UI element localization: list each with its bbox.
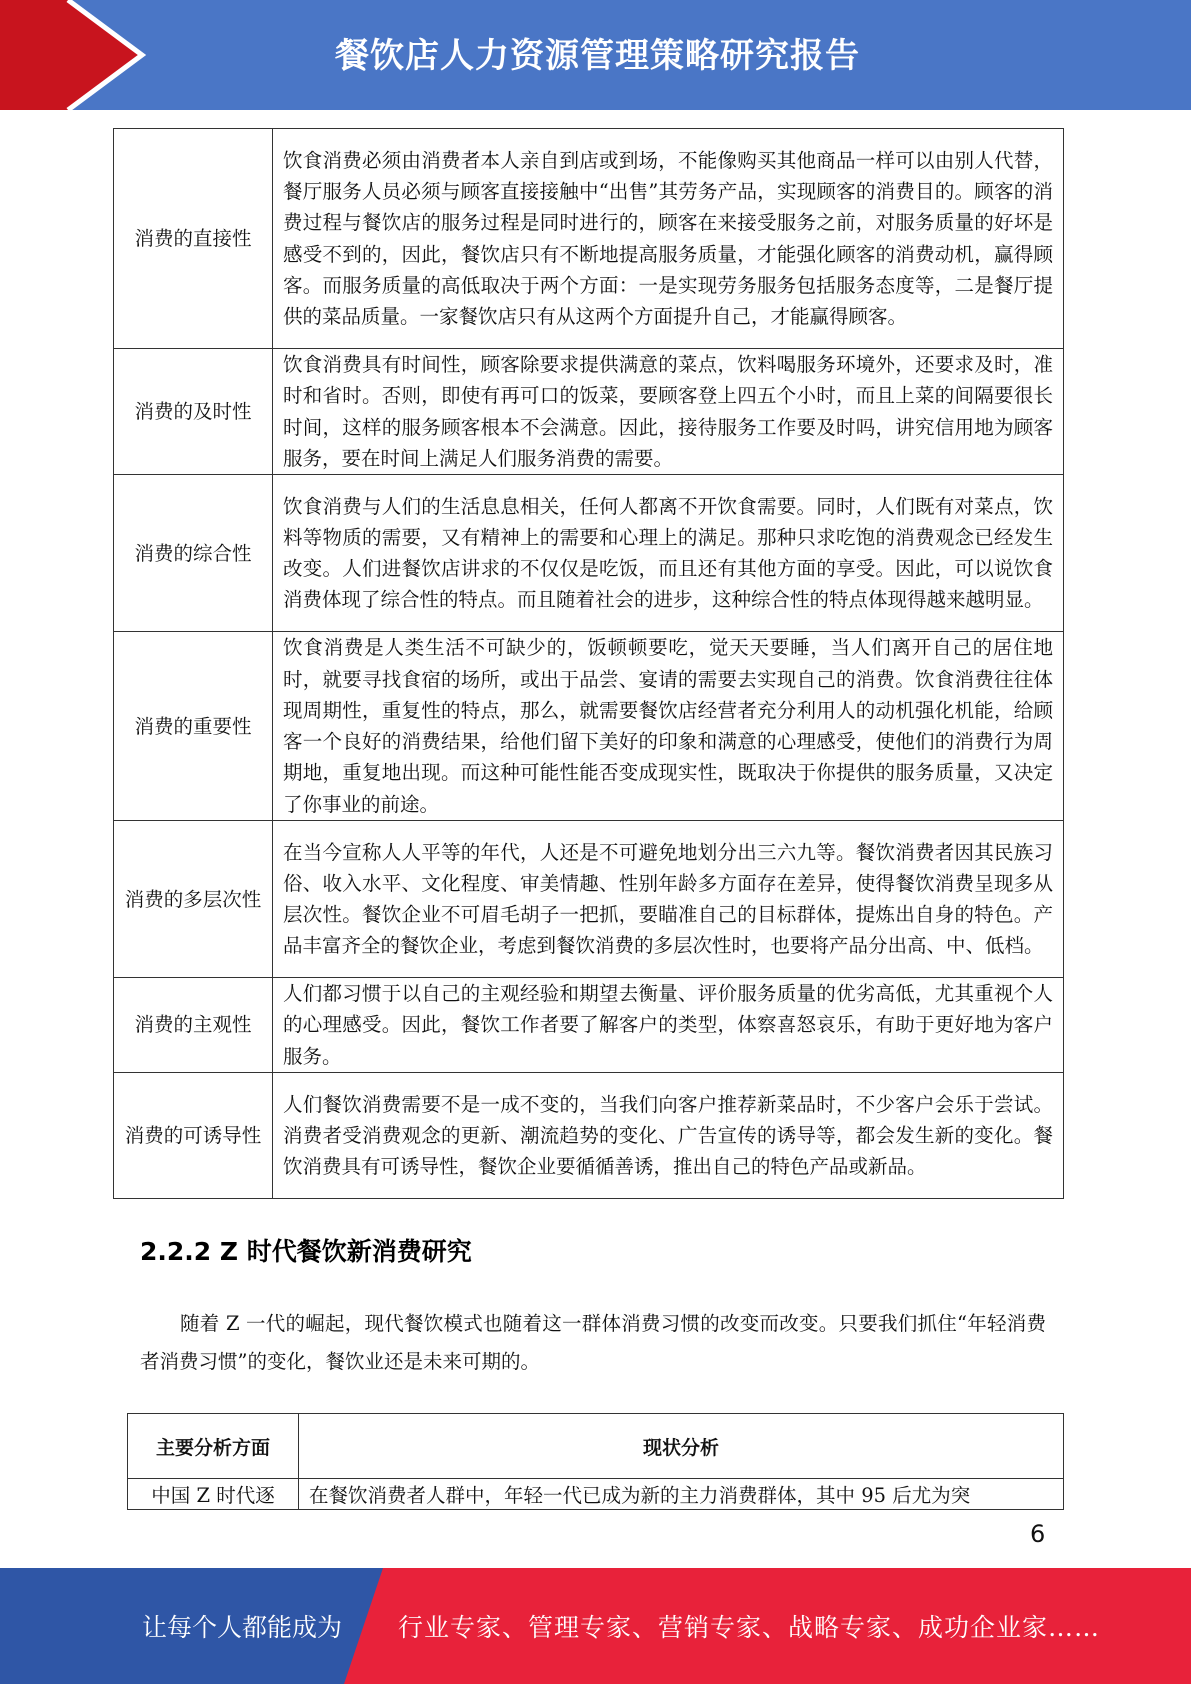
trait-name: 消费的可诱导性: [114, 1073, 273, 1199]
trait-description: 在当今宣称人人平等的年代，人还是不可避免地划分出三六九等。餐饮消费者因其民族习俗、收入水平、文化程度、审美情趣、性别年龄多方面存在差异，使得餐饮消费呈现多从层次性。餐饮企业不可眉毛胡子一把抓，要瞄准自己的目标群体，提炼出自身的特色。产品丰富齐全的餐饮企业，考虑到餐饮消费的多层次性时，也要将产品分出高、中、低档。: [273, 821, 1064, 978]
column-header-analysis: 现状分析: [299, 1414, 1064, 1479]
trait-description: 人们都习惯于以自己的主观经验和期望去衡量、评价服务质量的优劣高低，尤其重视个人的心理感受。因此，餐饮工作者要了解客户的类型，体察喜怒哀乐，有助于更好地为客户服务。: [273, 978, 1064, 1073]
trait-description: 人们餐饮消费需要不是一成不变的，当我们向客户推荐新菜品时，不少客户会乐于尝试。消费者受消费观念的更新、潮流趋势的变化、广告宣传的诱导等，都会发生新的变化。餐饮消费具有可诱导性，餐饮企业要循循善诱，推出自己的特色产品或新品。: [273, 1073, 1064, 1199]
trait-description: 饮食消费具有时间性，顾客除要求提供满意的菜点，饮料喝服务环境外，还要求及时，准时和省时。否则，即使有再可口的饭菜，要顾客登上四五个小时，而且上菜的间隔要很长时间，这样的服务顾客根本不会满意。因此，接待服务工作要及时吗，讲究信用地为顾客服务，要在时间上满足人们服务消费的需要。: [273, 349, 1064, 475]
trait-description: 饮食消费是人类生活不可缺少的，饭顿顿要吃，觉天天要睡，当人们离开自己的居住地时，就要寻找食宿的场所，或出于品尝、宴请的需要去实现自己的消费。饮食消费往往体现周期性，重复性的特点，那么，就需要餐饮店经营者充分利用人的动机强化机能，给顾客一个良好的消费结果，给他们留下美好的印象和满意的心理感受，使他们的消费行为周期地，重复地出现。而这种可能性能否变成现实性，既取决于你提供的服务质量，又决定了你事业的前途。: [273, 632, 1064, 821]
section-paragraph: 随着 Z 一代的崛起，现代餐饮模式也随着这一群体消费习惯的改变而改变。只要我们抓住“年轻消费者消费习惯”的变化，餐饮业还是未来可期的。: [140, 1312, 1046, 1373]
trait-name: 消费的主观性: [114, 978, 273, 1073]
analysis-cell: 在餐饮消费者人群中，年轻一代已成为新的主力消费群体，其中 95 后尤为突: [299, 1479, 1064, 1510]
trait-name: 消费的及时性: [114, 349, 273, 475]
table-row: [114, 129, 1064, 349]
footer-slogan-left: 让每个人都能成为: [142, 1613, 343, 1642]
table-row: [114, 821, 1064, 978]
page-footer: [0, 1568, 1191, 1684]
analysis-table: [127, 1413, 1064, 1510]
trait-description: 饮食消费与人们的生活息息相关，任何人都离不开饮食需要。同时，人们既有对菜点，饮料等物质的需要，又有精神上的需要和心理上的满足。那种只求吃饱的消费观念已经发生改变。人们进餐饮店讲求的不仅仅是吃饭，而且还有其他方面的享受。因此，可以说饮食消费体现了综合性的特点。而且随着社会的进步，这种综合性的特点体现得越来越明显。: [273, 475, 1064, 632]
trait-name: 消费的重要性: [114, 632, 273, 821]
footer-slogan-right: 行业专家、管理专家、营销专家、战略专家、成功企业家……: [398, 1613, 1101, 1642]
consumption-traits-table: [113, 128, 1064, 1199]
column-header-aspect: 主要分析方面: [128, 1414, 299, 1479]
section-heading: 2.2.2 Z 时代餐饮新消费研究: [140, 1237, 472, 1266]
table-row: [114, 475, 1064, 632]
trait-name: 消费的直接性: [114, 129, 273, 349]
aspect-cell: 中国 Z 时代逐: [128, 1479, 299, 1510]
table-row: [128, 1479, 1064, 1510]
table-row: [114, 632, 1064, 821]
trait-name: 消费的综合性: [114, 475, 273, 632]
page-number: 6: [1030, 1520, 1046, 1548]
trait-name: 消费的多层次性: [114, 821, 273, 978]
table-header-row: [128, 1414, 1064, 1479]
table-row: [114, 1073, 1064, 1199]
table-row: [114, 978, 1064, 1073]
header-arrow-decoration: [0, 0, 150, 110]
table-row: [114, 349, 1064, 475]
trait-description: 饮食消费必须由消费者本人亲自到店或到场，不能像购买其他商品一样可以由别人代替，餐厅服务人员必须与顾客直接接触中“出售”其劳务产品，实现顾客的消费目的。顾客的消费过程与餐饮店的服务过程是同时进行的，顾客在来接受服务之前，对服务质量的好坏是感受不到的，因此，餐饮店只有不断地提高服务质量，才能强化顾客的消费动机，赢得顾客。而服务质量的高低取决于两个方面：一是实现劳务服务包括服务态度等，二是餐厅提供的菜品质量。一家餐饮店只有从这两个方面提升自己，才能赢得顾客。: [273, 129, 1064, 349]
page-header: [0, 0, 1191, 110]
header-title: 餐饮店人力资源管理策略研究报告: [335, 36, 860, 76]
